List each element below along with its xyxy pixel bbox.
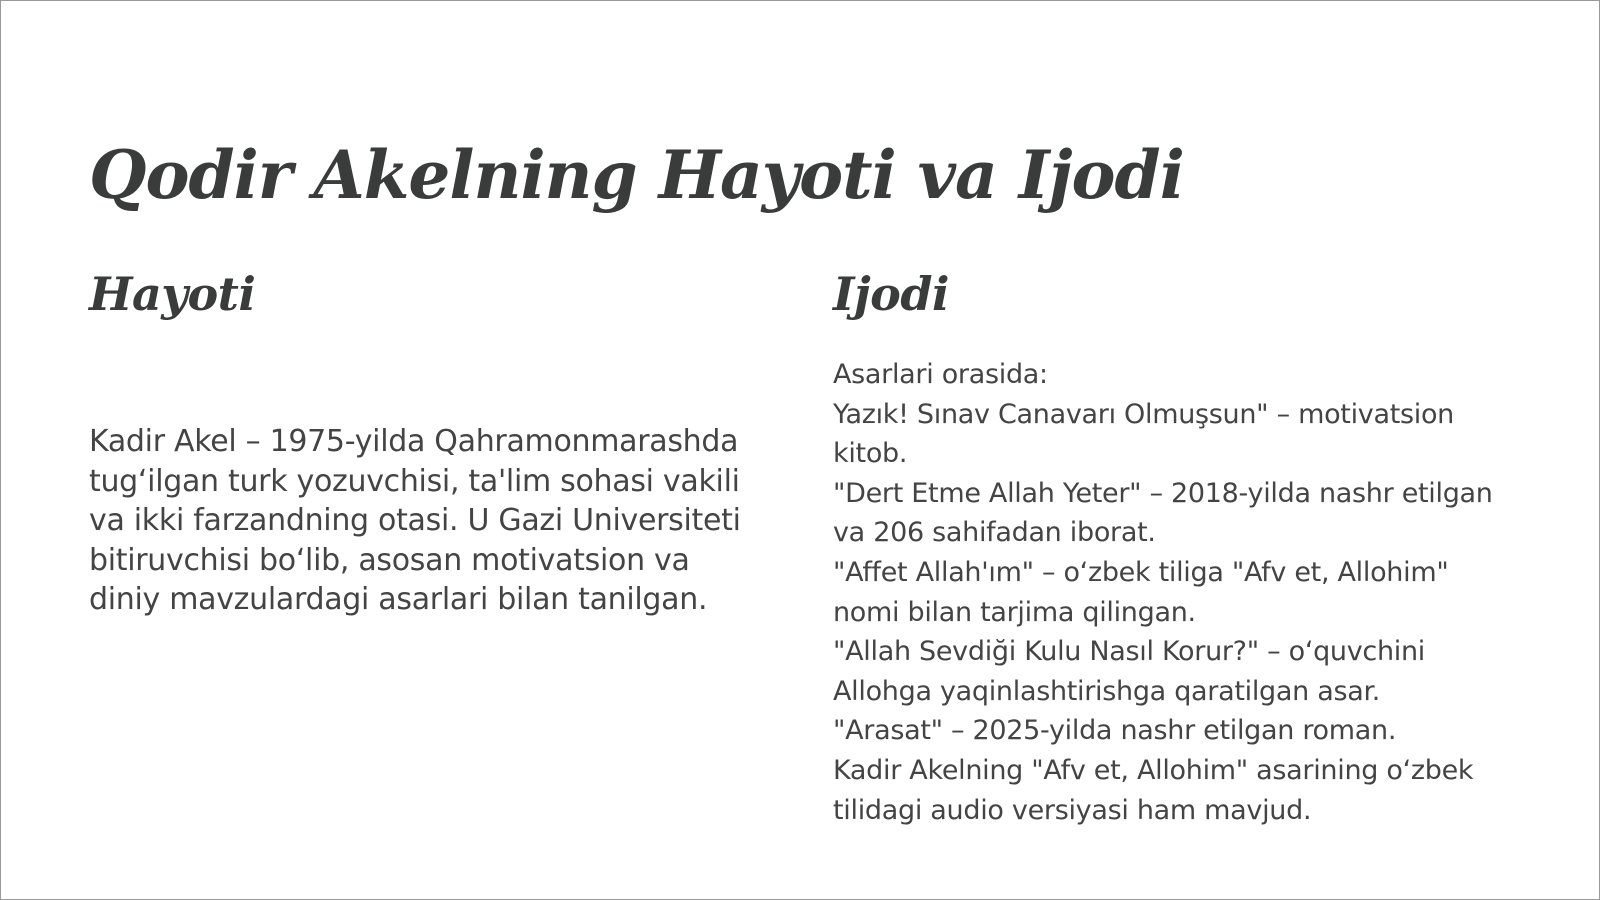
hayoti-heading: Hayoti (89, 267, 256, 321)
hayoti-body: Kadir Akel – 1975-yilda Qahramonmarashda tug‘ilgan turk yozuvchisi, ta'lim sohasi vakili va ikki farzandning otasi. U Gazi Universiteti bitiruvchisi bo‘lib, asosan motivatsion va diniy mavzulardagi asarlari bilan tanilgan. (89, 424, 741, 617)
ijodi-line: Yazık! Sınav Canavarı Olmuşsun" – motivatsion kitob. (833, 398, 1454, 470)
ijodi-line: "Dert Etme Allah Yeter" – 2018-yilda nashr etilgan va 206 sahifadan iborat. (833, 477, 1493, 549)
ijodi-list (833, 355, 1513, 830)
ijodi-line: "Allah Sevdiği Kulu Nasıl Korur?" – o‘quvchini Allohga yaqinlashtirishga qaratilgan asar. (833, 636, 1425, 707)
ijodi-line: "Arasat" – 2025-yilda nashr etilgan roman. (833, 715, 1397, 747)
ijodi-heading: Ijodi (833, 267, 949, 321)
ijodi-line: Kadir Akelning "Afv et, Allohim" asarining o‘zbek tilidagi audio versiyasi ham mavjud. (833, 754, 1474, 826)
slide-title: Qodir Akelning Hayoti va Ijodi (89, 136, 1184, 214)
ijodi-line: Asarlari orasida: (833, 359, 1048, 390)
ijodi-line: "Affet Allah'ım" – o‘zbek tiliga "Afv et, Allohim" nomi bilan tarjima qilingan. (833, 556, 1449, 628)
